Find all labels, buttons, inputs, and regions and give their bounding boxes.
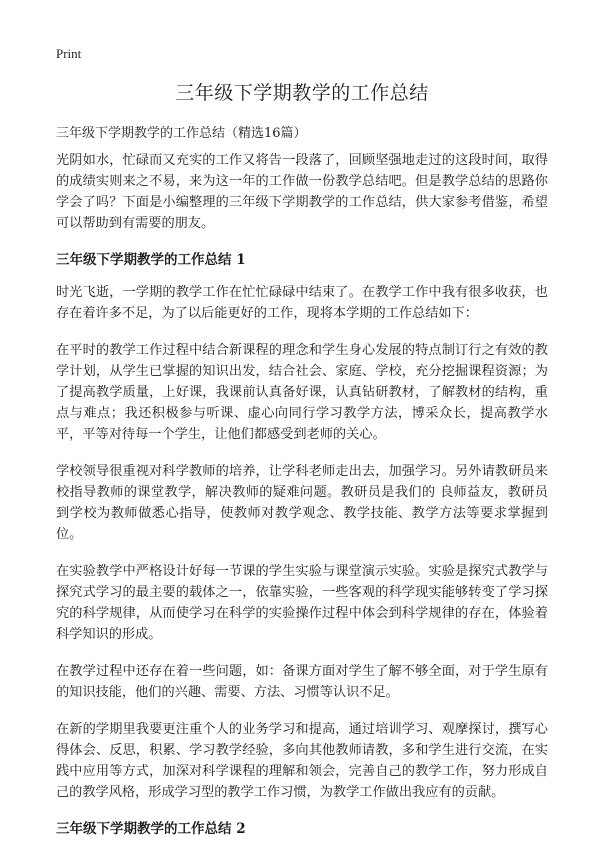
paragraph: 在新的学期里我要更注重个人的业务学习和提高，通过培训学习、观摩探讨，撰写心得体会、反思，积累、学习教学经验，多向其他教师请教，多和学生进行交流，在实践中应用等方式，加深对科学课程的理解和领会，完善自己的教学工作，努力形成自己的教学风格，形成学习型的教学工作习惯，为教学工作做出我应有的贡献。 bbox=[56, 722, 548, 800]
document-title: 三年级下学期教学的工作总结 bbox=[175, 82, 429, 104]
paragraph: 在教学过程中还存在着一些问题，如：备课方面对学生了解不够全面，对于学生原有的知识技能，他们的兴趣、需要、方法、习惯等认识不足。 bbox=[56, 664, 548, 700]
section-heading-2: 三年级下学期教学的工作总结 2 bbox=[56, 821, 246, 837]
paragraph: 在平时的教学工作过程中结合新课程的理念和学生身心发展的特点制订行之有效的教学计划，从学生已掌握的知识出发，结合社会、家庭、学校，充分挖掘课程资源；为了提高教学质量，上好课，我课前认真备好课，认真钻研教材，了解教材的结构，重点与难点；我还积极参与听课、虚心向同行学习教学方法，博采众长，提高教学水平，平等对待每一个学生，让他们都感受到老师的关心。 bbox=[56, 343, 548, 442]
document-subtitle: 三年级下学期教学的工作总结（精选16篇） bbox=[56, 126, 307, 141]
paragraph: 在实验教学中严格设计好每一节课的学生实验与课堂演示实验。实验是探究式教学与探究式学习的最主要的载体之一，依靠实验，一些客观的科学现实能够转变了学习探究的科学规律，从而使学习在科学的实验操作过程中体会到科学规律的存在，体验着科学知识的形成。 bbox=[56, 564, 548, 642]
intro-paragraph: 光阴如水，忙碌而又充实的工作又将告一段落了，回顾坚强地走过的这段时间，取得的成绩实则来之不易，来为这一年的工作做一份教学总结吧。但是教学总结的思路你学会了吗？下面是小编整理的三年级下学期教学的工作总结，供大家参考借鉴，希望可以帮助到有需要的朋友。 bbox=[56, 153, 548, 231]
document-body bbox=[56, 150, 548, 851]
paragraph: 时光飞逝，一学期的教学工作在忙忙碌碌中结束了。在教学工作中我有很多收获，也存在着许多不足，为了以后能更好的工作，现将本学期的工作总结如下： bbox=[56, 285, 548, 321]
paragraph: 学校领导很重视对科学教师的培养，让学科老师走出去，加强学习。另外请教研员来校指导教师的课堂教学，解决教师的疑难问题。教研员是我们的 良师益友，教研员到学校为教师做悉心指导，使教师对教学观念、教学技能、教学方法等要求掌握到位。 bbox=[56, 464, 548, 542]
section-heading-1: 三年级下学期教学的工作总结 1 bbox=[56, 252, 246, 268]
print-link[interactable]: Print bbox=[56, 46, 82, 61]
